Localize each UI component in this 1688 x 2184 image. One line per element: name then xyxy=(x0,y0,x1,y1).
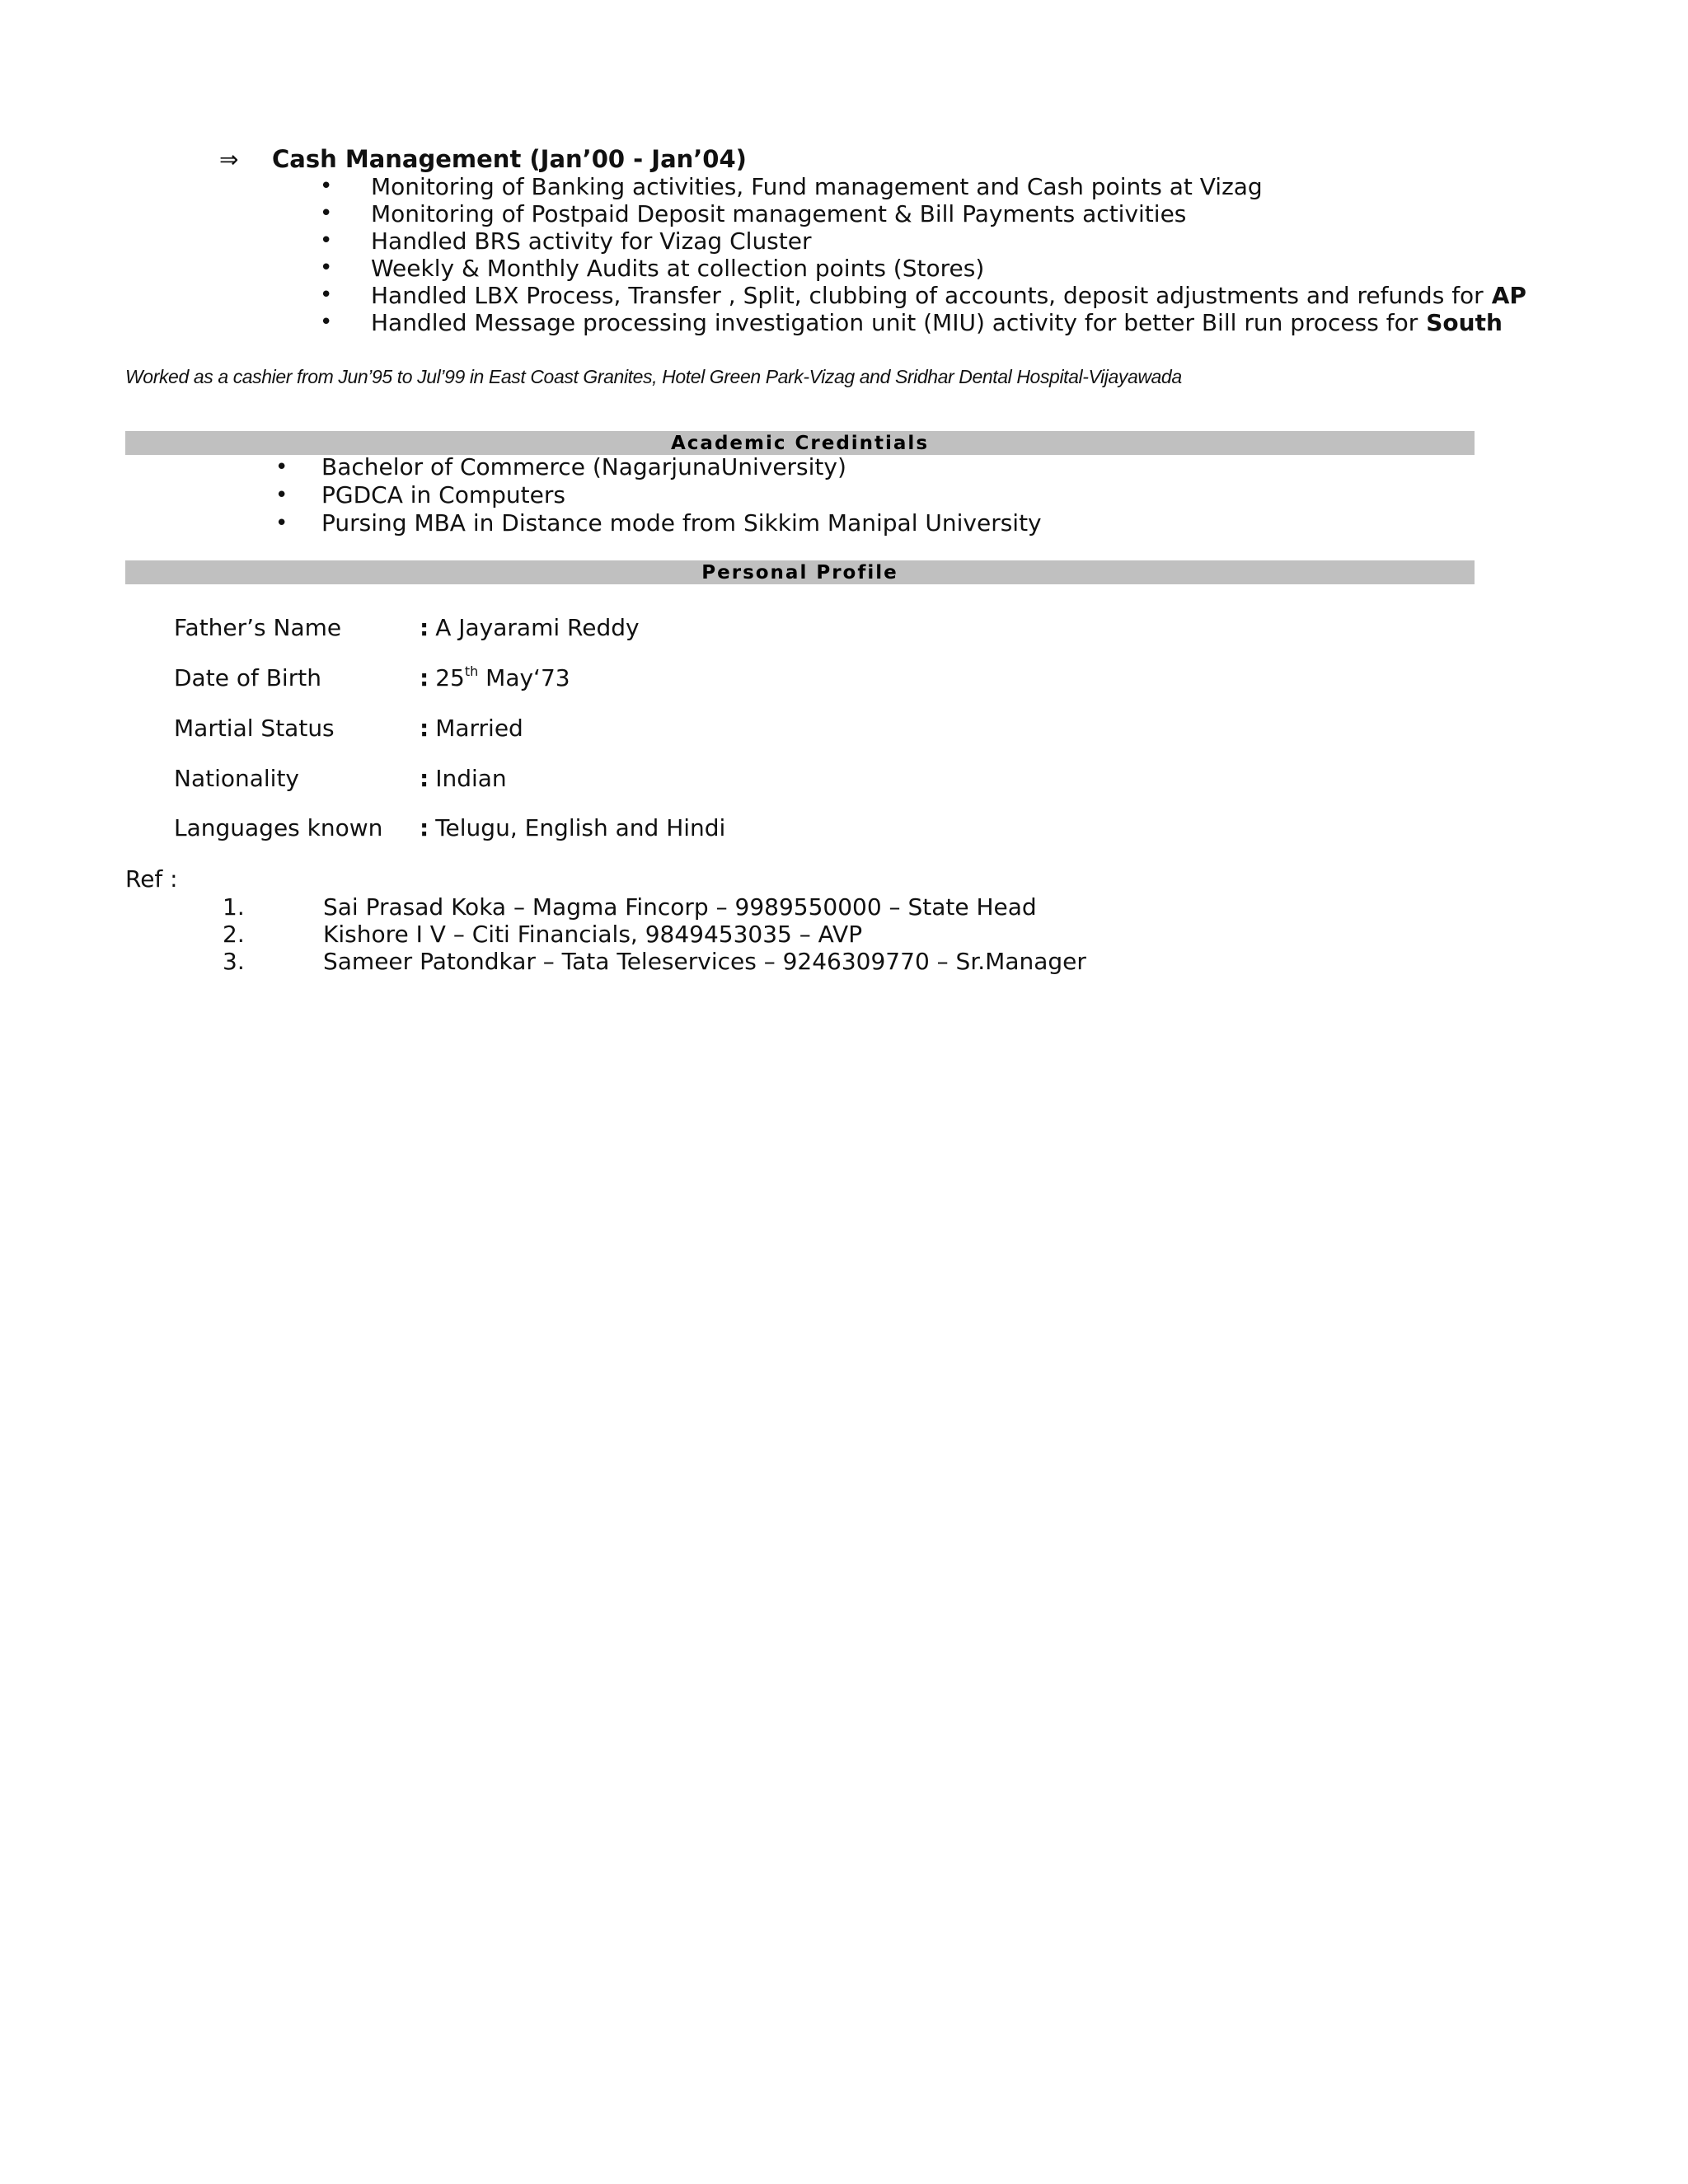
bullet-icon: • xyxy=(320,310,333,335)
academic-list xyxy=(270,453,1042,537)
reference-text: Sameer Patondkar – Tata Teleservices – 9246309770 – Sr.Manager xyxy=(323,948,1086,975)
birth-day-suffix: th xyxy=(464,663,479,679)
list-item xyxy=(223,921,1086,948)
region-emphasis: AP xyxy=(1491,282,1526,309)
list-item xyxy=(315,200,1526,227)
reference-text: Kishore I V – Citi Financials, 9849453035 – AVP xyxy=(323,921,863,948)
list-item xyxy=(270,481,1042,509)
references-label: Ref : xyxy=(125,865,178,893)
list-item xyxy=(270,509,1042,537)
profile-label: Father’s Name xyxy=(174,614,342,641)
profile-value: Telugu, English and Hindi xyxy=(435,814,726,841)
list-item xyxy=(315,309,1526,336)
references-list xyxy=(223,893,1086,975)
work-history-note: Worked as a cashier from Jun’95 to Jul’99 in East Coast Granites, Hotel Green Park-Vizag and Sridhar Dental Hospital-Vijayawada xyxy=(125,366,1182,387)
profile-row-languages xyxy=(174,812,725,845)
bullet-icon: • xyxy=(275,511,288,536)
list-item xyxy=(270,453,1042,481)
reference-number: 3. xyxy=(223,948,245,975)
bullet-icon: • xyxy=(320,201,333,226)
bullet-icon: • xyxy=(320,174,333,199)
list-item xyxy=(223,948,1086,975)
reference-number: 1. xyxy=(223,893,245,921)
profile-value xyxy=(435,664,570,691)
list-item xyxy=(315,255,1526,282)
profile-colon: : xyxy=(420,765,429,792)
list-item xyxy=(315,227,1526,255)
region-emphasis: South xyxy=(1426,309,1503,336)
list-item-text: Handled LBX Process, Transfer , Split, clubbing of accounts, deposit adjustments and refunds for xyxy=(371,282,1484,309)
reference-text: Sai Prasad Koka – Magma Fincorp – 9989550000 – State Head xyxy=(323,893,1037,921)
reference-number: 2. xyxy=(223,921,245,948)
birth-day: 25 xyxy=(435,664,465,691)
profile-row-date-of-birth xyxy=(174,662,570,695)
personal-section-header: Personal Profile xyxy=(125,560,1475,584)
profile-label: Languages known xyxy=(174,814,383,841)
profile-row-marital-status xyxy=(174,712,523,745)
list-item-text: Monitoring of Postpaid Deposit management & Bill Payments activities xyxy=(371,200,1187,227)
profile-colon: : xyxy=(420,814,429,841)
cash-management-title: Cash Management (Jan’00 - Jan’04) xyxy=(272,145,747,173)
profile-row-nationality xyxy=(174,762,507,795)
profile-value: Married xyxy=(435,715,523,742)
profile-label: Nationality xyxy=(174,765,300,792)
bullet-icon: • xyxy=(275,455,288,480)
cash-management-list xyxy=(315,173,1526,336)
list-item-text: PGDCA in Computers xyxy=(321,481,565,509)
profile-colon: : xyxy=(420,664,429,691)
bullet-icon: • xyxy=(320,255,333,280)
list-item xyxy=(315,282,1526,309)
profile-label: Date of Birth xyxy=(174,664,321,691)
profile-colon: : xyxy=(420,715,429,742)
profile-value: A Jayarami Reddy xyxy=(435,614,640,641)
arrow-right-icon: ⇒ xyxy=(219,146,239,173)
list-item xyxy=(315,173,1526,200)
cash-management-heading xyxy=(219,145,747,173)
list-item-text: Bachelor of Commerce (NagarjunaUniversity) xyxy=(321,453,846,480)
profile-row-fathers-name xyxy=(174,612,640,644)
academic-section-header: Academic Credintials xyxy=(125,431,1475,455)
bullet-icon: • xyxy=(275,483,288,508)
list-item-text: Pursing MBA in Distance mode from Sikkim Manipal University xyxy=(321,509,1042,537)
list-item xyxy=(223,893,1086,921)
birth-month-year: May‘73 xyxy=(478,664,570,691)
profile-value: Indian xyxy=(435,765,507,792)
profile-label: Martial Status xyxy=(174,715,335,742)
bullet-icon: • xyxy=(320,283,333,307)
profile-colon: : xyxy=(420,614,429,641)
list-item-text: Handled Message processing investigation unit (MIU) activity for better Bill run process for xyxy=(371,309,1418,336)
bullet-icon: • xyxy=(320,228,333,253)
list-item-text: Handled BRS activity for Vizag Cluster xyxy=(371,227,812,255)
list-item-text: Weekly & Monthly Audits at collection points (Stores) xyxy=(371,255,985,282)
list-item-text: Monitoring of Banking activities, Fund management and Cash points at Vizag xyxy=(371,173,1263,200)
